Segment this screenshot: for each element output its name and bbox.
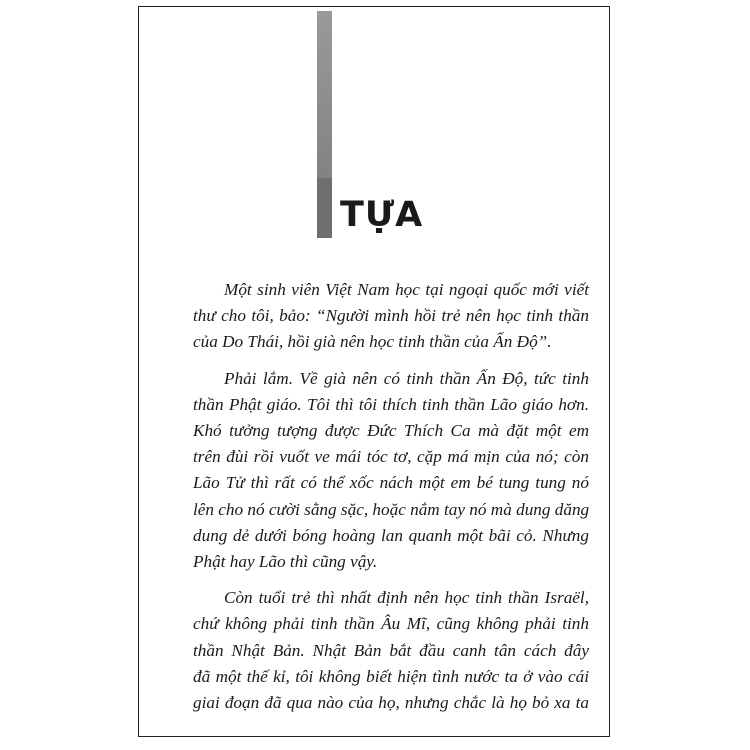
paragraph-2 — [193, 366, 589, 576]
text-line: trên đùi rồi vuốt ve mái tóc tơ, cặp má mịn của nó; còn — [193, 447, 589, 467]
text-line: thần Phật giáo. Tôi thì tôi thích tinh thần Lão giáo hơn. — [193, 394, 589, 414]
text-line: Phải lắm. Về già nên có tinh thần Ấn Độ, tức tinh — [224, 368, 589, 388]
text-line: thư cho tôi, bảo: “Người mình hồi trẻ nên học tinh thần — [193, 306, 589, 326]
text-line: chứ không phải tinh thần Âu Mĩ, cũng không phải tinh — [193, 614, 589, 634]
text-line: giai đoạn đã qua nào của họ, nhưng chắc là họ bỏ xa ta — [193, 693, 589, 713]
chapter-heading-bar — [317, 11, 332, 238]
text-line: Lão Tử thì rất có thể xốc nách một em bé tung tung nó — [193, 473, 589, 493]
text-line: dung dẻ dưới bóng hoàng lan quanh một bãi cỏ. Nhưng — [193, 525, 589, 545]
chapter-title: TỰA — [340, 195, 424, 235]
book-page — [138, 6, 610, 737]
paragraph-3 — [193, 585, 589, 716]
text-line: thần Nhật Bản. Nhật Bản bắt đầu canh tân cách đây — [193, 640, 589, 660]
text-line: của Do Thái, hồi già nên học tinh thần của Ấn Độ”. — [193, 332, 552, 352]
text-line: đã một thế kỉ, tôi không biết hiện tình nước ta ở vào cái — [193, 666, 589, 686]
text-line: Phật hay Lão thì cũng vậy. — [193, 552, 378, 572]
paragraph-1 — [193, 277, 589, 356]
text-line: Một sinh viên Việt Nam học tại ngoại quốc mới viết — [224, 280, 589, 299]
text-line: lên cho nó cười sằng sặc, hoặc nắm tay nó mà dung dăng — [193, 499, 590, 519]
text-line: Còn tuổi trẻ thì nhất định nên học tinh thần Israël, — [224, 588, 589, 608]
text-line: Khó tưởng tượng được Đức Thích Ca mà đặt một em — [193, 421, 589, 441]
body-text — [193, 277, 589, 726]
